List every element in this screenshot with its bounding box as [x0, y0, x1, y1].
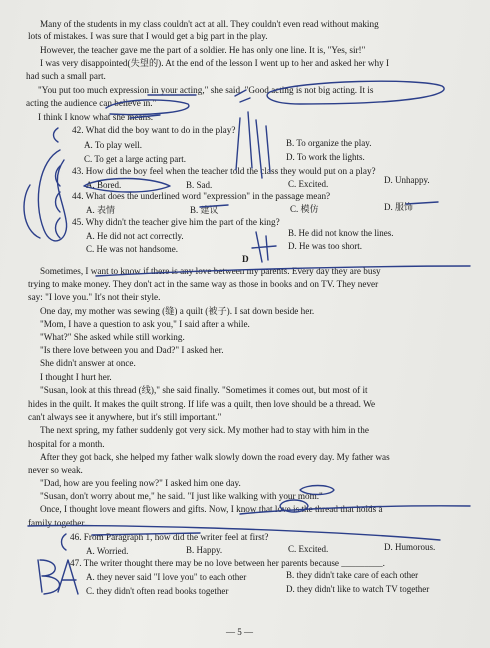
passage-line: The next spring, my father suddenly got very sick. My mother had to stay with him in the — [40, 425, 369, 435]
passage-line: trying to make money. They don't act in the same way as those in books and on TV. They never — [28, 279, 379, 289]
question-number: 42. — [72, 125, 84, 135]
passage-line: "Is there love between you and Dad?" I asked her. — [40, 345, 224, 355]
passage-line: I thought I hurt her. — [40, 372, 112, 382]
bracket-mark — [56, 192, 61, 212]
bracket-mark — [54, 128, 59, 142]
question-number: 47. — [70, 558, 82, 568]
passage-line: However, the teacher gave me the part of a soldier. He has only one line. It is, "Yes, sir!" — [40, 45, 366, 55]
question-text: What did the boy want to do in the play? — [85, 125, 236, 135]
section-d-heading: D — [242, 254, 249, 264]
passage-line: Many of the students in my class couldn't act at all. They couldn't even read without making — [40, 19, 379, 29]
passage-line: family together. — [28, 518, 87, 528]
passage-line: Sometimes, I want to know if there is any love between my parents. Every day they are busy — [40, 266, 381, 276]
option-d[interactable]: D. Unhappy. — [384, 175, 430, 185]
question-number: 44. — [72, 191, 84, 201]
option-d[interactable]: D. Humorous. — [384, 542, 436, 552]
passage-line: acting the audience can believe in." — [26, 98, 157, 108]
passage-line: One day, my mother was sewing (缝) a quilt (被子). I sat down beside her. — [40, 306, 315, 316]
passage-line: can't always see it anywhere, but it's still important." — [28, 412, 222, 422]
passage-line: "Mom, I have a question to ask you," I said after a while. — [40, 319, 250, 329]
bracket-mark — [56, 218, 61, 238]
option-a[interactable]: A. Worried. — [86, 546, 129, 556]
option-d[interactable]: D. He was too short. — [288, 241, 362, 251]
passage-line: lots of mistakes. I was sure that I would get a big part in the play. — [28, 31, 268, 41]
option-d[interactable]: D. To work the lights. — [286, 152, 365, 162]
question-number: 46. — [70, 532, 82, 542]
question-text: Why didn't the teacher give him the part of the king? — [85, 217, 280, 227]
option-c[interactable]: C. Excited. — [288, 544, 329, 554]
passage-line: I think I know what she means. — [38, 112, 154, 122]
passage-line: "Susan, look at this thread (线)," she said finally. "Sometimes it comes out, but most of it — [40, 385, 368, 395]
page-number: — 5 — — [226, 627, 253, 637]
passage-line: "Susan, don't worry about me," he said. "I just like walking with your mom." — [40, 491, 323, 501]
passage-line: "Dad, how are you feeling now?" I asked him one day. — [40, 478, 241, 488]
passage-line: Once, I thought love meant flowers and gifts. Now, I know that love is the thread that holds a — [40, 504, 383, 514]
scribble-mark — [24, 185, 40, 238]
option-d[interactable]: D. they didn't like to watch TV together — [286, 584, 430, 594]
passage-line: "You put too much expression in your acting," she said. "Good acting is not big acting. It is — [38, 85, 374, 95]
option-c[interactable]: C. they didn't often read books together — [86, 586, 229, 596]
passage-line: hides in the quilt. It makes the quilt strong. If life was a quilt, then love should be a thread. We — [28, 399, 376, 409]
option-a[interactable]: A. He did not act correctly. — [86, 231, 184, 241]
question-text: The writer thought there may be no love between her parents because _________. — [83, 558, 385, 568]
passage-line: After they got back, she helped my father walk slowly down the road every day. My father was — [40, 452, 390, 462]
passage-line: say: "I love you." It's not their style. — [28, 292, 161, 302]
option-c[interactable]: C. He was not handsome. — [86, 244, 178, 254]
question-number: 45. — [72, 217, 84, 227]
passage-line: had such a small part. — [26, 71, 106, 81]
option-a[interactable]: A. 表情 — [86, 205, 116, 215]
option-c[interactable]: C. To get a large acting part. — [84, 154, 187, 164]
option-d[interactable]: D. 服饰 — [384, 202, 414, 212]
question-text: What does the underlined word "expression" in the passage mean? — [85, 191, 331, 201]
bracket-mark — [56, 166, 61, 186]
option-b[interactable]: B. Happy. — [186, 545, 223, 555]
option-b[interactable]: B. To organize the play. — [286, 138, 372, 148]
option-a[interactable]: A. To play well. — [84, 140, 142, 150]
scribble-mark — [252, 232, 276, 262]
option-b[interactable]: B. 建议 — [190, 205, 219, 215]
passage-line: hospital for a month. — [28, 439, 105, 449]
answer-mark — [38, 560, 60, 594]
passage-line: "What?" She asked while still working. — [40, 332, 185, 342]
passage-line: never so weak. — [28, 465, 83, 475]
bracket-mark — [62, 534, 67, 550]
scribble-mark — [38, 150, 66, 241]
option-a[interactable]: A. Bored. — [86, 180, 122, 190]
passage-line: I was very disappointed(失望的). At the end of the lesson I went up to her and asked her why I — [40, 58, 390, 68]
option-c[interactable]: C. 模仿 — [290, 204, 319, 214]
option-a[interactable]: A. they never said "I love you" to each other — [86, 572, 247, 582]
option-b[interactable]: B. they didn't take care of each other — [286, 570, 419, 580]
question-text: How did the boy feel when the teacher told the class they would put on a play? — [85, 166, 376, 176]
question-number: 43. — [72, 166, 84, 176]
option-c[interactable]: C. Excited. — [288, 179, 329, 189]
option-b[interactable]: B. Sad. — [186, 180, 213, 190]
option-b[interactable]: B. He did not know the lines. — [288, 228, 394, 238]
question-text: From Paragraph 1, how did the writer feel at first? — [83, 532, 269, 542]
passage-line: She didn't answer at once. — [40, 358, 136, 368]
